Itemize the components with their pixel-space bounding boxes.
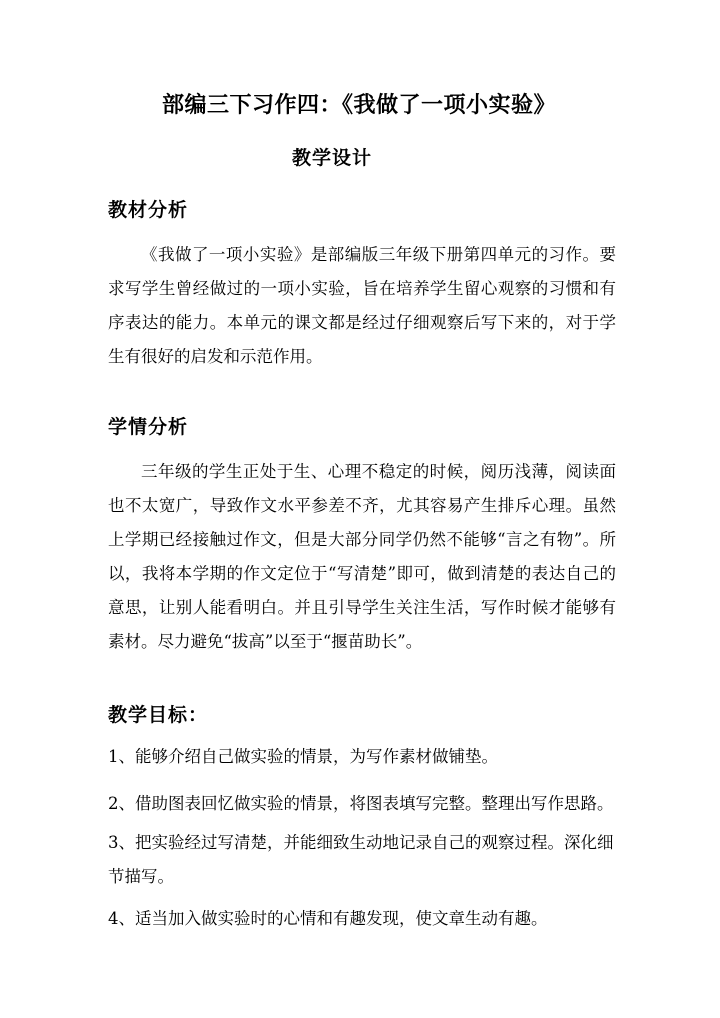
section-paragraph-textbook-analysis: 《我做了一项小实验》是部编版三年级下册第四单元的习作。要求写学生曾经做过的一项小实验，旨在培养学生留心观察的习惯和有序表达的能力。本单元的课文都是经过仔细观察后写下来的，对于学生有很好的启发和示范作用。 (108, 245, 616, 366)
section-heading-teaching-goals: 教学目标： (108, 704, 209, 726)
document-title: 部编三下习作四：《我做了一项小实验》 (162, 92, 557, 118)
goal-item-4: 4、适当加入做实验时的心情和有趣发现，使文章生动有趣。 (108, 909, 548, 928)
goal-item-2: 2、借助图表回忆做实验的情景，将图表填写完整。整理出写作思路。 (108, 794, 614, 813)
section-heading-student-analysis: 学情分析 (108, 416, 189, 438)
goal-item-1: 1、能够介绍自己做实验的情景，为写作素材做铺垫。 (108, 747, 498, 766)
section-paragraph-student-analysis: 三年级的学生正处于生、心理不稳定的时候，阅历浅薄，阅读面也不太宽广，导致作文水平参差不齐，尤其容易产生排斥心理。虽然上学期已经接触过作文，但是大部分同学仍然不能够“言之有物”。所以，我将本学期的作文定位于“写清楚”即可，做到清楚的表达自己的意思，让别人能看明白。并且引导学生关注生活，写作时候才能够有素材。尽力避免“拔高”以至于“揠苗助长”。 (108, 462, 616, 651)
goal-item-3: 3、把实验经过写清楚，并能细致生动地记录自己的观察过程。深化细节描写。 (108, 833, 614, 886)
document-subtitle: 教学设计 (292, 147, 373, 169)
section-heading-textbook-analysis: 教材分析 (108, 199, 189, 221)
